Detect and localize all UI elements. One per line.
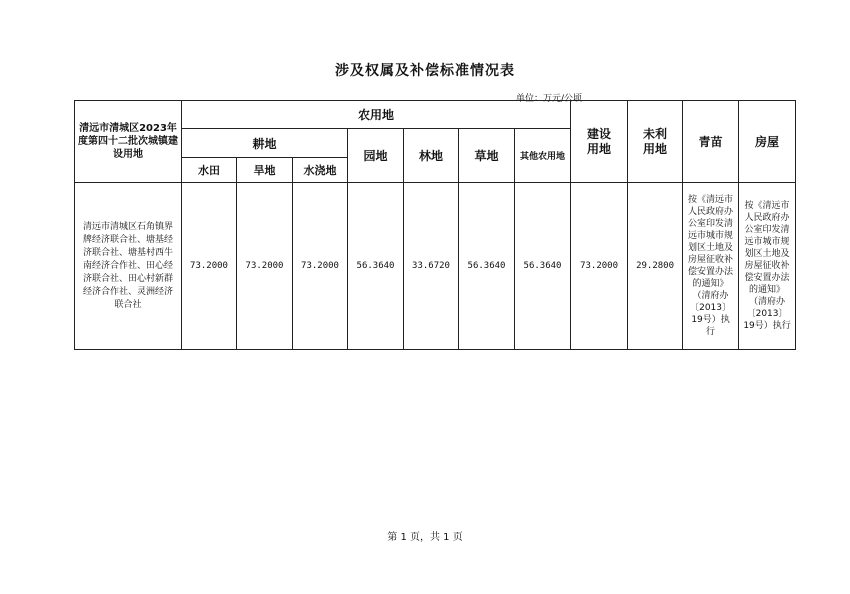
value-dryland: 73.2000: [237, 183, 293, 350]
header-construction: 建设用地: [571, 101, 628, 183]
value-other-farm: 56.3640: [515, 183, 571, 350]
header-cultivated: 耕地: [182, 129, 348, 158]
page-title: 涉及权属及补偿标准情况表: [335, 63, 515, 79]
header-housing: 房屋: [739, 101, 796, 183]
header-other-farm: 其他农用地: [515, 129, 571, 183]
unit-label: 单位：万元/公顷: [516, 94, 583, 104]
crops-note: 按《清远市人民政府办公室印发清远市城市规划区土地及房屋征收补偿安置办法的通知》（清府办〔2013〕19号）执行: [683, 183, 739, 350]
table-row: [75, 183, 796, 350]
value-forest: 33.6720: [404, 183, 459, 350]
header-farmland: 农用地: [182, 101, 571, 129]
header-grass: 草地: [459, 129, 515, 183]
header-forest: 林地: [404, 129, 459, 183]
header-paddy: 水田: [182, 158, 237, 183]
owner-cell: 清远市清城区石角镇界牌经济联合社、塘基经济联合社、塘基村西牛南经济合作社、田心经济联合社、田心村新群经济合作社、灵洲经济联合社: [75, 183, 182, 350]
header-garden: 园地: [348, 129, 404, 183]
value-construction: 73.2000: [571, 183, 628, 350]
corner-header: 清远市清城区2023年度第四十二批次城镇建设用地: [75, 101, 182, 183]
value-grass: 56.3640: [459, 183, 515, 350]
page-footer: 第 1 页，共 1 页: [387, 532, 463, 543]
value-paddy: 73.2000: [182, 183, 237, 350]
compensation-table: [74, 100, 796, 350]
value-irrigated: 73.2000: [293, 183, 348, 350]
header-crops: 青苗: [683, 101, 739, 183]
housing-note: 按《清远市人民政府办公室印发清远市城市规划区土地及房屋征收补偿安置办法的通知》（清府办〔2013〕19号）执行: [739, 183, 796, 350]
value-garden: 56.3640: [348, 183, 404, 350]
value-unused: 29.2800: [628, 183, 683, 350]
header-dryland: 旱地: [237, 158, 293, 183]
header-irrigated: 水浇地: [293, 158, 348, 183]
header-unused: 未利用地: [628, 101, 683, 183]
